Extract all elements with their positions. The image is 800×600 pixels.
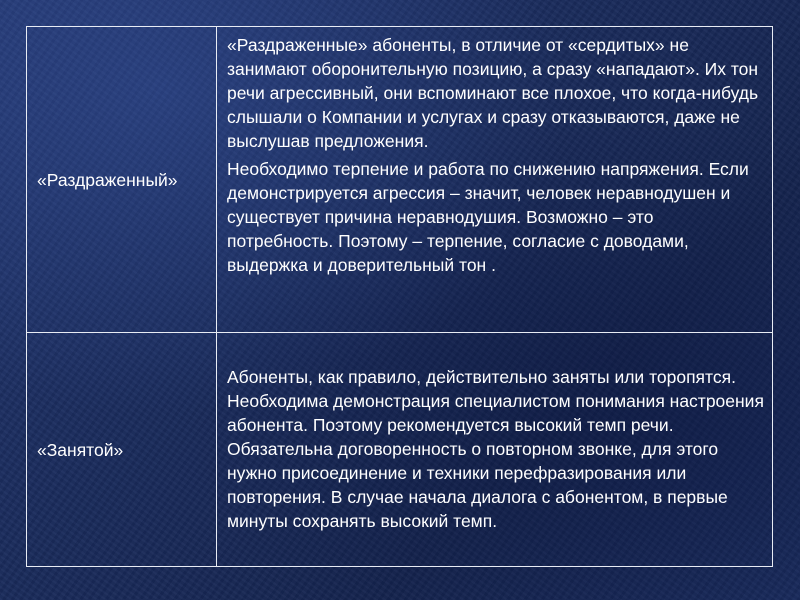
- description-cell-busy: [217, 333, 773, 567]
- description-paragraph: Абоненты, как правило, действительно заняты или торопятся. Необходима демонстрация специалистом понимания настроения абонента. Поэтому рекомендуется высокий темп речи. Обязательна договоренность о повторном звонке, для этого нужно присоединение и техники перефразирования или повторения. В случае начала диалога с абонентом, в первые минуты сохранять высокий темп.: [227, 366, 764, 531]
- description-paragraph: «Раздраженные» абоненты, в отличие от «сердитых» не занимают оборонительную позицию, а сразу «нападают». Их тон речи агрессивный, они вспоминают все плохое, что когда-нибудь слышали о Компании и услугах и сразу отказываются, даже не выслушав предложения.: [227, 35, 759, 151]
- recommendation-paragraph: Необходимо терпение и работа по снижению напряжения. Если демонстрируется агрессия – значит, человек неравнодушен и существует причина неравнодушия. Возможно – это потребность. Поэтому – терпение, согласие с доводами, выдержка и доверительный тон .: [227, 159, 749, 275]
- label-cell-irritated: [27, 27, 217, 333]
- table-row-irritated: [27, 27, 773, 333]
- row-label-busy: «Занятой»: [37, 439, 124, 460]
- label-cell-busy: [27, 333, 217, 567]
- row-label-irritated: «Раздраженный»: [37, 169, 178, 190]
- table-row-busy: [27, 333, 773, 567]
- content-table: [26, 26, 773, 567]
- description-cell-irritated: [217, 27, 773, 333]
